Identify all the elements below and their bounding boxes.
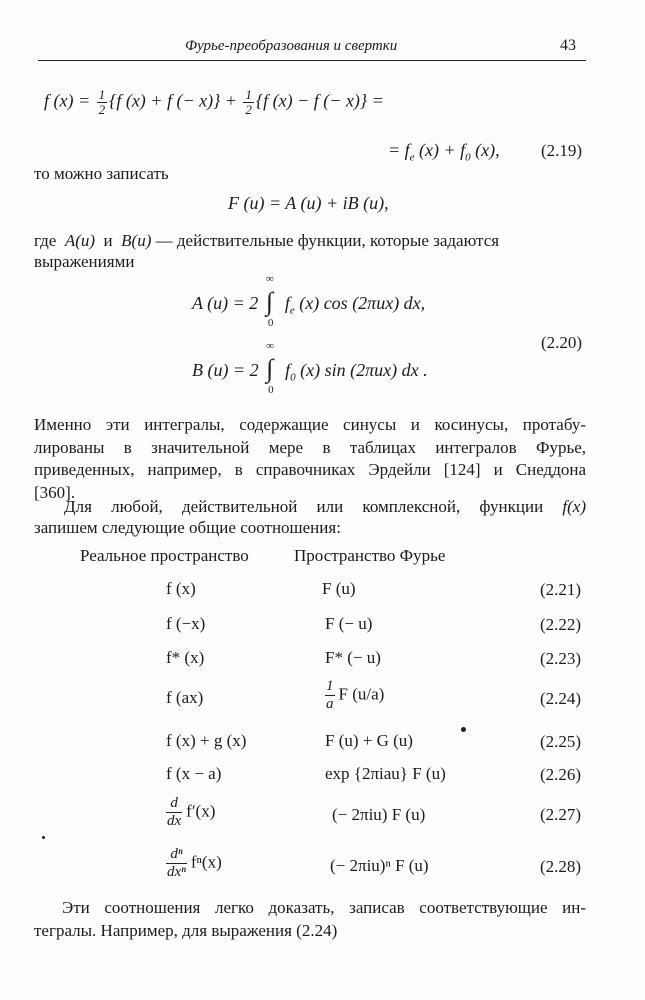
table-row-right: (− 2πiu) F (u) [332, 805, 426, 824]
text-where-line2: выражениями [34, 252, 135, 271]
equation-F-of-u: F (u) = A (u) + iB (u), [228, 193, 389, 213]
table-row-left: f (x) + g (x) [166, 731, 247, 750]
fraction-one-over-a: $\frac{1}{a}$ [326, 678, 334, 712]
table-row-left: f* (x) [166, 648, 205, 667]
running-header-title: Фурье-преобразования и свертки [185, 38, 398, 54]
eq219-lhs: f (x) = [44, 90, 91, 111]
table-row-right: F* (− u) [325, 648, 381, 667]
paragraph-general-relations-line2: запишем следующие общие соотношения: [34, 518, 341, 537]
equation-number-2-22: (2.22) [540, 615, 582, 634]
integral-sign-B: ∞ ∫ 0 [266, 340, 274, 396]
equation-number-2-20: (2.20) [541, 333, 583, 352]
table-row-left: f (ax) [166, 688, 204, 707]
equation-number-2-23: (2.23) [540, 649, 582, 668]
equation-number-2-24: (2.24) [540, 689, 582, 708]
table-row-left: f (x − a) [166, 764, 222, 783]
equation-2-19-line2: = $f_e$ $(x) + f_0$ (x), [388, 140, 500, 164]
eq219-half-fraction-2: $\frac{1}{2}$ [245, 87, 252, 117]
equation-B-of-u: B (u) = 2 ∞ ∫ 0 $f_0$ (x) sin (2πux) dx . [192, 340, 428, 396]
paragraph-general-relations-line1: Для любой, действительной или комплексной, функции f(x) [64, 497, 586, 516]
eq219-half-fraction-1: $\frac{1}{2}$ [98, 87, 106, 117]
equation-number-2-19: (2.19) [541, 141, 583, 160]
table-row-right: $\frac{1}{a}$ F (u/a) [326, 678, 385, 712]
equation-number-2-21: (2.21) [540, 580, 582, 599]
print-speck [42, 836, 45, 839]
paragraph-proof-note: Эти соотношения легко доказать, записав соответствующие ин- тегралы. Например, для выражения (2.24) [34, 898, 586, 940]
table-row-left: $\frac{\text{dⁿ}}{\text{dxⁿ}}$ fⁿ(x) [167, 846, 222, 880]
print-speck [461, 727, 466, 732]
page-number: 43 [560, 37, 576, 54]
table-row-right: (− 2πiu)ⁿ F (u) [330, 856, 429, 875]
eq219-term1: {f (x) + f (− x)} + [109, 90, 237, 111]
equation-A-of-u: A (u) = 2 ∞ ∫ 0 $f_e$ (x) cos (2πux) dx, [192, 273, 426, 329]
equation-number-2-27: (2.27) [540, 805, 582, 824]
table-row-right: F (u) + G (u) [325, 731, 413, 750]
paragraph-integrals-tables: Именно эти интегралы, содержащие синусы и косинусы, протабу- лированы в значительной мере в таблицах интегралов Фурье, приведенных, например, в справочниках Эрдейли [124] и Снеддона [360]. [34, 415, 586, 502]
nth-derivative-fraction: $\frac{\text{dⁿ}}{\text{dxⁿ}}$ [167, 846, 186, 880]
equation-number-2-26: (2.26) [540, 765, 582, 784]
table-row-left: $\frac{d}{dx}$ f′(x) [167, 795, 216, 829]
text-then-write: то можно записать [34, 164, 169, 183]
equation-number-2-28: (2.28) [540, 857, 582, 876]
equation-2-19-line1 [44, 88, 384, 117]
header-rule [38, 60, 586, 61]
column-header-real-space: Реальное пространство [80, 546, 249, 565]
table-row-right: F (− u) [325, 614, 373, 633]
table-row-right: F (u) [322, 579, 356, 598]
eq219-term2: {f (x) − f (− x)} = [255, 90, 384, 111]
column-header-fourier-space: Пространство Фурье [294, 546, 446, 565]
derivative-fraction: $\frac{d}{dx}$ [167, 795, 182, 829]
equation-number-2-25: (2.25) [540, 732, 582, 751]
text-where-line1: где A(u) и B(u) — действительные функции, которые задаются [34, 231, 500, 250]
table-row-left: f (x) [166, 579, 196, 598]
table-row-left: f (−x) [166, 614, 206, 633]
integral-sign-A: ∞ ∫ 0 [265, 273, 274, 329]
table-row-right: exp {2πiau} F (u) [325, 764, 446, 783]
